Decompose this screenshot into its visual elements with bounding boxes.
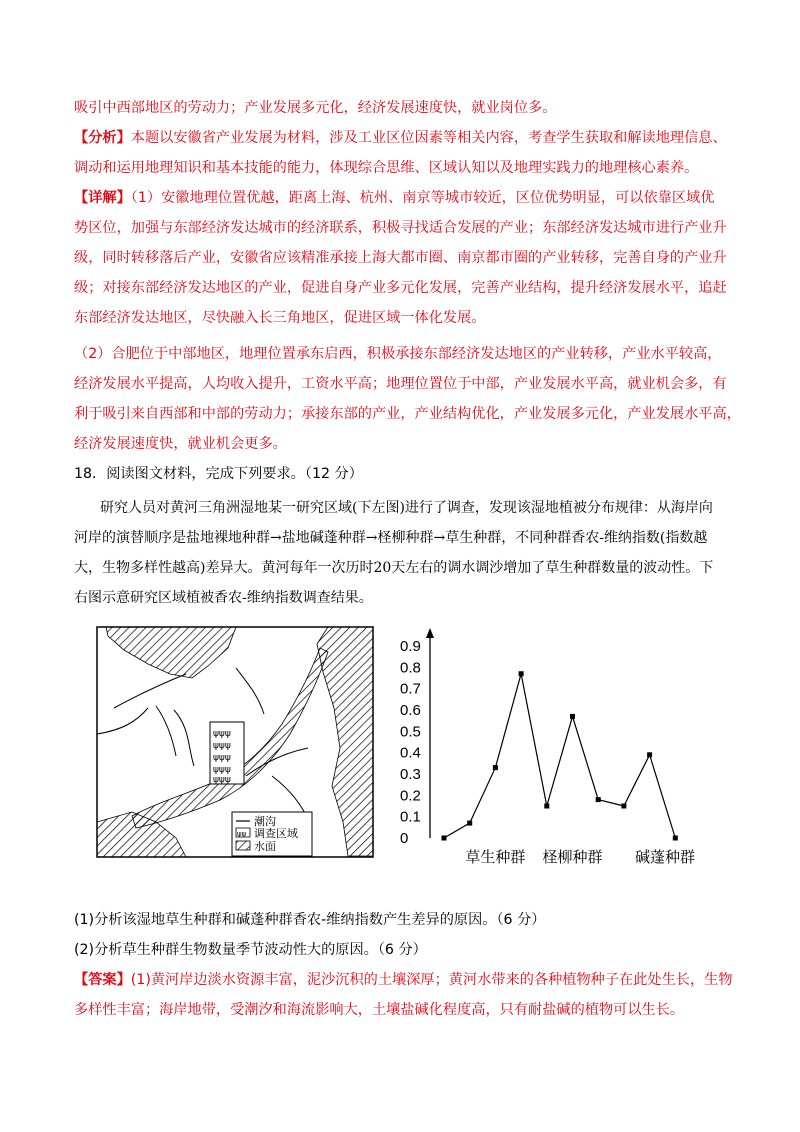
question-18-title: 18．阅读图文材料，完成下列要求。（12 分） [74,466,363,482]
answer-text-line: 吸引中西部地区的劳动力；产业发展多元化，经济发展速度快，就业岗位多。 [74,100,557,116]
data-point [673,836,678,841]
y-tick-label: 0.1 [400,808,421,826]
analysis-line-2: 调动和运用地理知识和基本技能的能力，体现综合思维、区域认知以及地理实践力的地理核心素养。 [74,160,699,176]
detail-text: （1）安徽地理位置优越，距离上海、杭州、南京等城市较近，区位优势明显，可以依靠区域优 [130,190,715,206]
shannon-index-chart [398,626,708,866]
data-point [570,714,575,719]
detail-line-8: 利于吸引来自西部和中部的劳动力；承接东部的产业，产业结构优化，产业发展多元化，产业发展水平高， [74,406,741,422]
data-point [596,797,601,802]
data-point [647,752,652,757]
svg-text:ψψψ: ψψψ [213,753,231,763]
legend-water-symbol [236,841,250,850]
series-line [444,674,675,838]
analysis-text: 本题以安徽省产业发展为材料，涉及工业区位因素等相关内容，考查学生获取和解读地理信息、 [130,130,727,146]
answer-tag: 【答案】 [74,972,131,988]
question-18-material-3: 大，生物多样性越高)差异大。黄河每年一次历时20天左右的调水调沙增加了草生种群数量的波动性。下 [74,560,714,576]
study-area-map [96,626,374,858]
detail-line-4: 级；对接东部经济发达地区的产业，促进自身产业多元化发展，完善产业结构，提升经济发展水平，追赶 [74,280,727,296]
y-tick-label: 0.4 [400,744,421,762]
data-point [467,821,472,826]
data-point [621,804,626,809]
y-tick-label: 0.5 [400,723,421,741]
svg-text:ψψψ: ψψψ [213,729,231,739]
data-point [544,804,549,809]
y-axis-arrow [426,628,434,638]
answer-line-2: 多样性丰富；海岸地带，受潮汐和海流影响大，土壤盐碱化程度高，只有耐盐碱的植物可以生长。 [74,1002,685,1018]
survey-area-marks [213,729,231,785]
svg-text:ψψψ: ψψψ [213,741,231,751]
y-tick-label: 0.7 [400,680,421,698]
y-tick-label: 0.2 [400,787,421,805]
question-18-sub-1: (1)分析该湿地草生种群和碱蓬种群香农-维纳指数产生差异的原因。（6 分） [74,912,546,928]
analysis-line-1 [74,128,727,148]
y-tick-label: 0 [400,830,409,847]
detail-line-7: 经济发展水平提高，人均收入提升，工资水平高；地理位置位于中部，产业发展水平高，就业机会多，有 [74,376,727,392]
question-18-sub-2: (2)分析草生种群生物数量季节波动性大的原因。（6 分） [74,942,427,958]
y-tick-label: 0.9 [400,638,421,655]
data-point [493,765,498,770]
x-category-label: 碱蓬种群 [635,848,696,866]
analysis-tag: 【分析】 [74,130,131,146]
question-18-material-4: 右图示意研究区域植被香农-维纳指数调查结果。 [74,590,373,606]
question-18-material-1: 研究人员对黄河三角洲湿地某一研究区域(下左图)进行了调查，发现该湿地植被分布规律：从海岸向 [100,500,713,516]
legend-creek-label: 潮沟 [254,815,276,828]
answer-line-1 [74,970,733,990]
detail-line-5: 东部经济发达地区，尽快融入长三角地区，促进区域一体化发展。 [74,310,486,326]
x-category-label: 草生种群 [465,848,526,866]
svg-text:ψψ: ψψ [237,830,247,838]
detail-tag: 【详解】 [74,190,131,206]
legend-water-label: 水面 [254,840,276,853]
answer-text: (1)黄河岸边淡水资源丰富，泥沙沉积的土壤深厚；黄河水带来的各种植物种子在此处生长，生物 [130,972,733,988]
y-tick-label: 0.6 [400,702,421,719]
svg-text:ψψψ: ψψψ [213,775,231,785]
detail-line-3: 级，同时转移落后产业，安徽省应该精准承接上海大都市圈、南京都市圈的产业转移，完善自身的产业升 [74,250,727,266]
detail-line-2: 势区位，加强与东部经济发达城市的经济联系，积极寻找适合发展的产业；东部经济发达城市进行产业升 [74,220,727,236]
detail-line-9: 经济发展速度快，就业机会更多。 [74,436,287,452]
y-tick-label: 0.3 [400,766,421,783]
legend-survey-label: 调查区域 [254,827,298,840]
y-tick-label: 0.8 [400,659,421,677]
data-point [519,671,524,676]
x-category-label: 柽柳种群 [542,848,603,866]
detail-line-6: （2）合肥位于中部地区，地理位置承东启西，积极承接东部经济发达地区的产业转移，产业水平较高， [74,346,722,362]
svg-text:ψψψ: ψψψ [213,765,231,775]
detail-line-1 [74,188,714,208]
data-point [442,836,447,841]
question-18-material-2: 河岸的演替顺序是盐地裸地种群→盐地碱蓬种群→柽柳种群→草生种群，不同种群香农-维纳指数(指数越 [74,530,708,546]
